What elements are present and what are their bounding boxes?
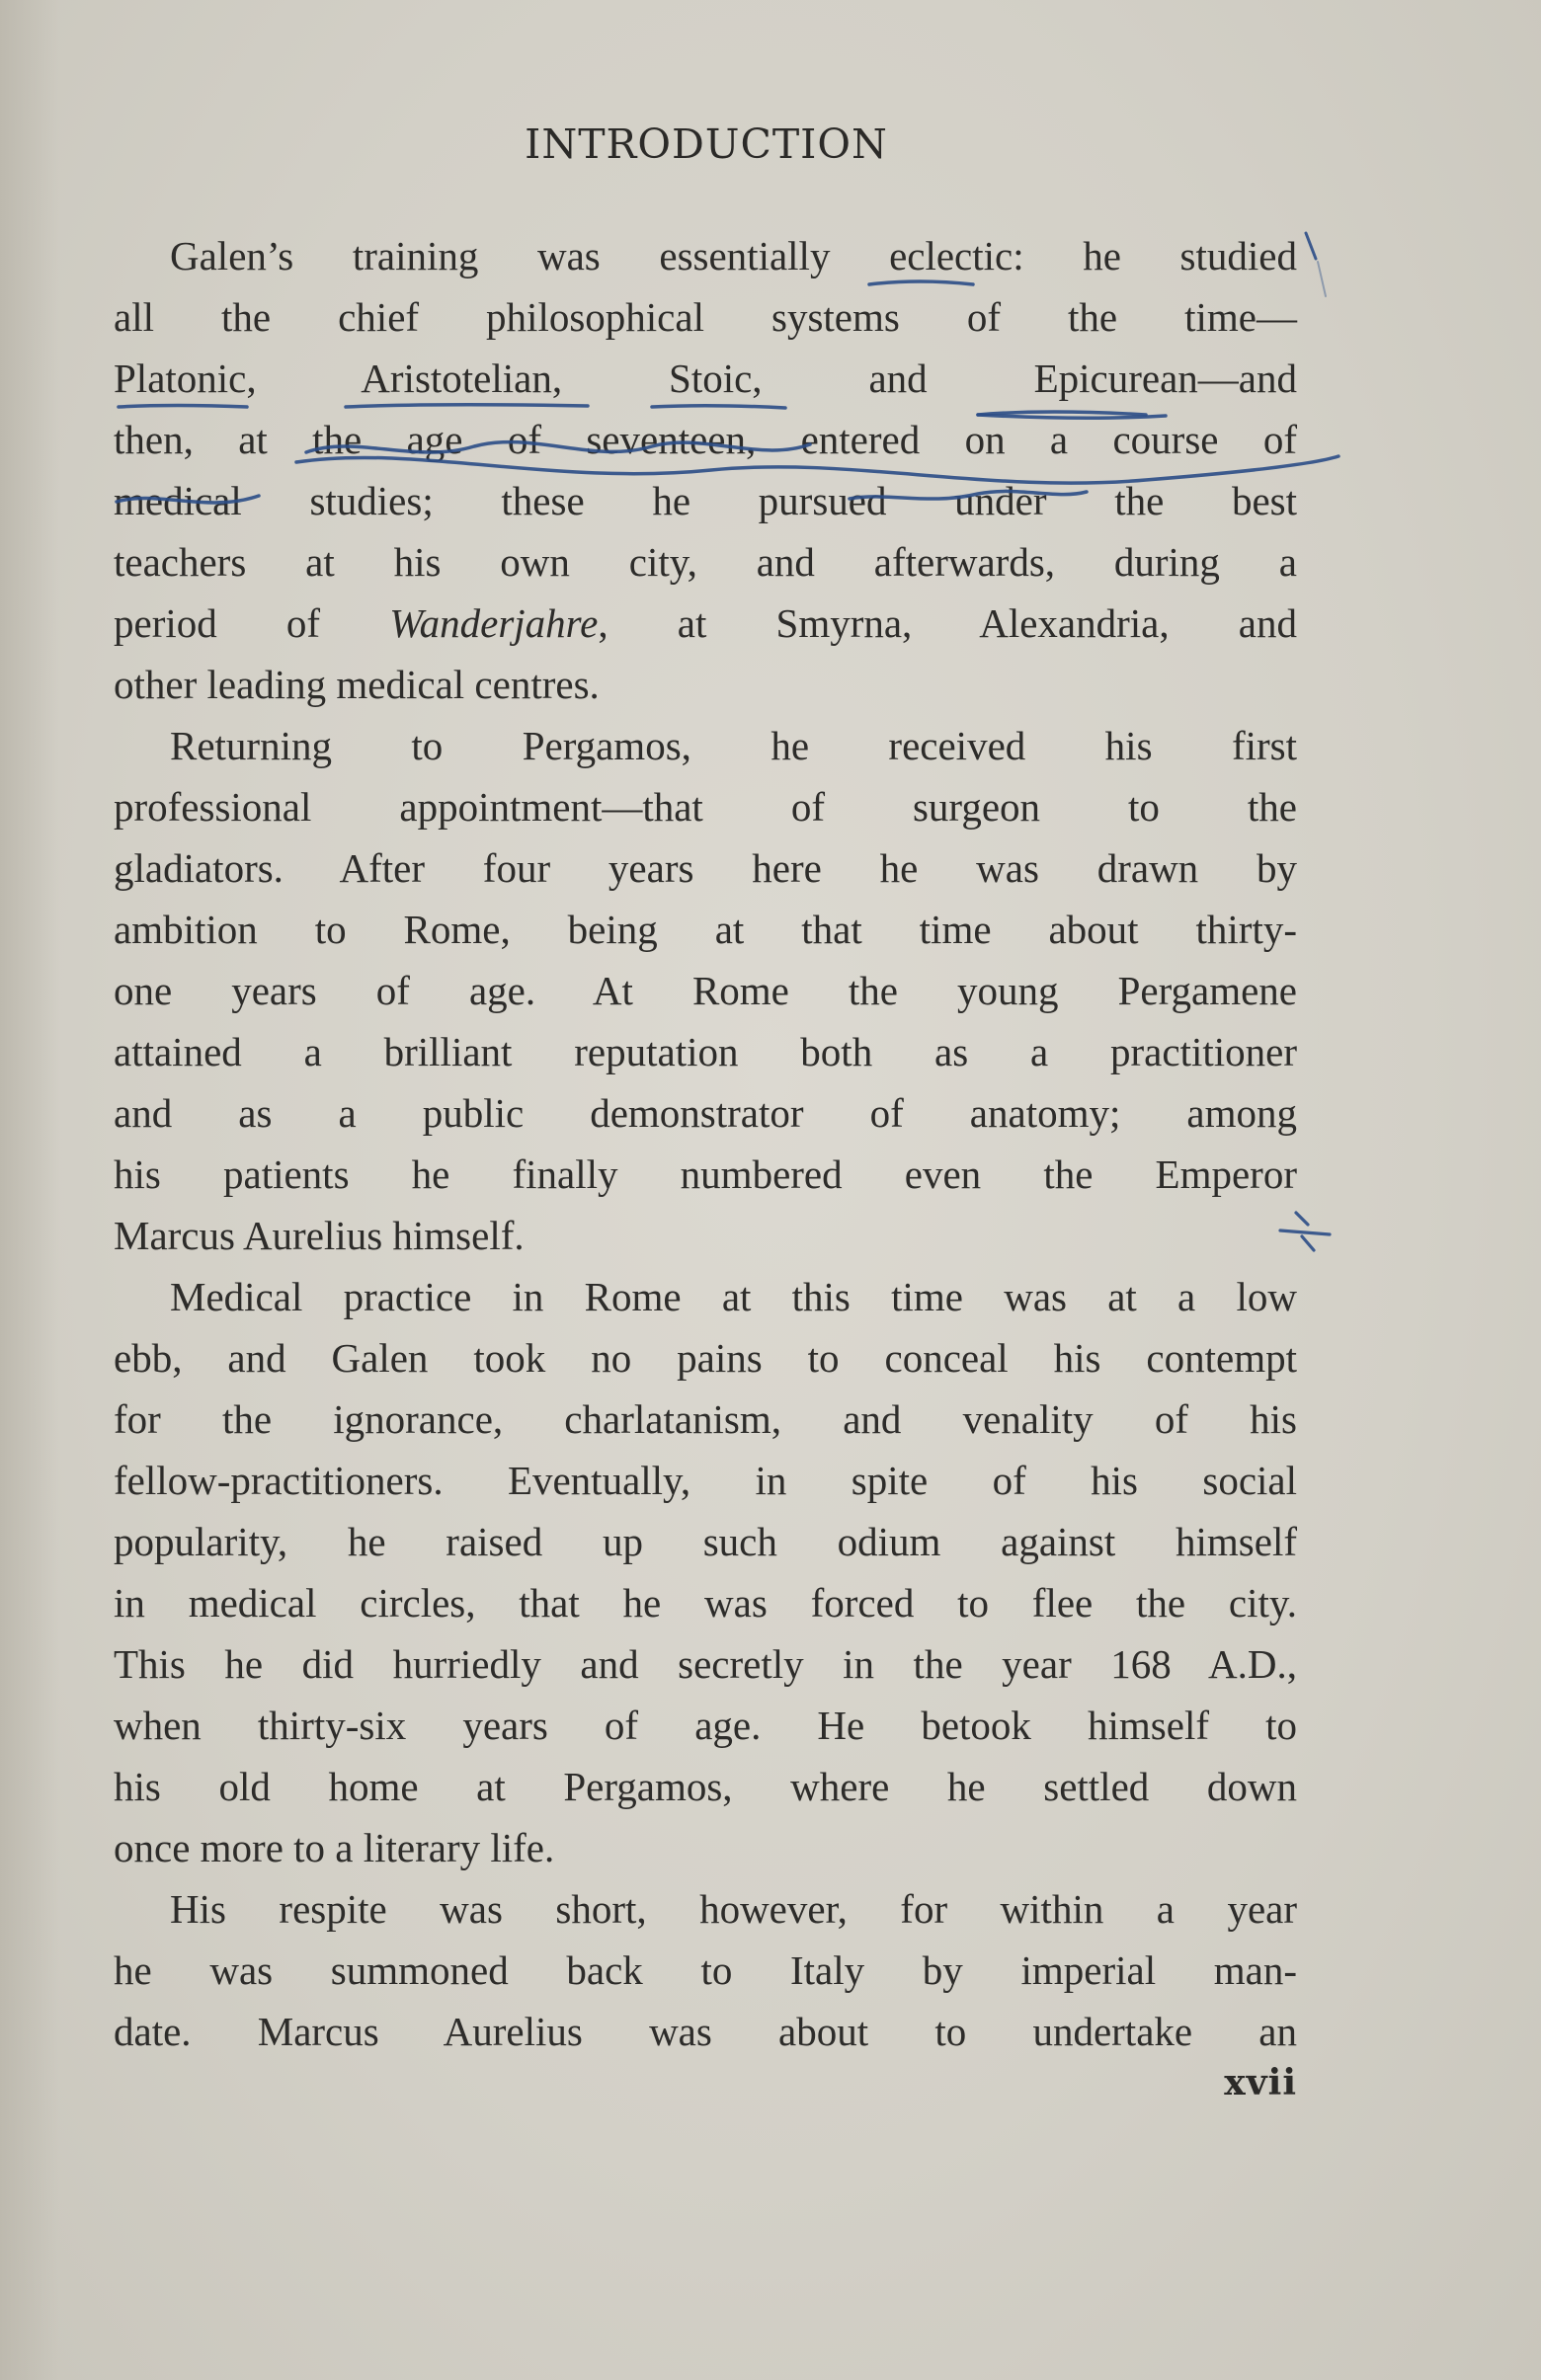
text-line: Platonic, Aristotelian, Stoic, and Epicurean—and [114, 356, 1297, 401]
ink-margin-faint [1318, 262, 1326, 296]
text-line: his old home at Pergamos, where he settled down [114, 1764, 1297, 1809]
text-line: popularity, he raised up such odium against himself [114, 1519, 1297, 1564]
italic-term: Wanderjahre [389, 600, 599, 646]
body-text [114, 225, 1297, 2062]
text-line: Returning to Pergamos, he received his first [170, 723, 1297, 768]
text-line: when thirty-six years of age. He betook himself to [114, 1703, 1297, 1748]
text-line: Galen’s training was essentially eclectic: he studied [170, 233, 1297, 278]
text-line: teachers at his own city, and afterwards, during a [114, 539, 1297, 585]
text-line: in medical circles, that he was forced to flee the city. [114, 1580, 1297, 1626]
text-line: he was summoned back to Italy by imperial man- [114, 1947, 1297, 1993]
text-line: his patients he finally numbered even the Emperor [114, 1151, 1297, 1197]
text-line: fellow-practitioners. Eventually, in spite of his social [114, 1458, 1297, 1503]
running-head: INTRODUCTION [525, 120, 888, 168]
page-number: xvii [1224, 2062, 1297, 2103]
text-line: This he did hurriedly and secretly in the year 168 A.D., [114, 1641, 1297, 1687]
text-line: and as a public demonstrator of anatomy; among [114, 1090, 1297, 1136]
text-line-italic-term: period of Wanderjahre, at Smyrna, Alexandria, and [114, 600, 1297, 646]
text-line: attained a brilliant reputation both as a practitioner [114, 1029, 1297, 1074]
text-line: Medical practice in Rome at this time was at a low [170, 1274, 1297, 1319]
text-line: for the ignorance, charlatanism, and venality of his [114, 1396, 1297, 1442]
text-line: ebb, and Galen took no pains to conceal his contempt [114, 1335, 1297, 1381]
text-line: Marcus Aurelius himself. [114, 1213, 525, 1258]
page-gutter-shadow [0, 0, 59, 2380]
text-line: gladiators. After four years here he was drawn by [114, 845, 1297, 891]
ink-margin-tick [1306, 233, 1316, 259]
text-line: then, at the age of seventeen, entered on a course of [114, 417, 1297, 462]
text-line: all the chief philosophical systems of the time— [114, 294, 1297, 340]
text-line: one years of age. At Rome the young Pergamene [114, 968, 1297, 1013]
text-line: medical studies; these he pursued under the best [114, 478, 1297, 523]
text-line: His respite was short, however, for within a year [170, 1886, 1297, 1932]
text-line: other leading medical centres. [114, 662, 600, 707]
text-line: professional appointment—that of surgeon to the [114, 784, 1297, 830]
text-line: date. Marcus Aurelius was about to undertake an [114, 2009, 1297, 2054]
text-line: ambition to Rome, being at that time about thirty- [114, 907, 1297, 952]
text-line: once more to a literary life. [114, 1825, 555, 1870]
